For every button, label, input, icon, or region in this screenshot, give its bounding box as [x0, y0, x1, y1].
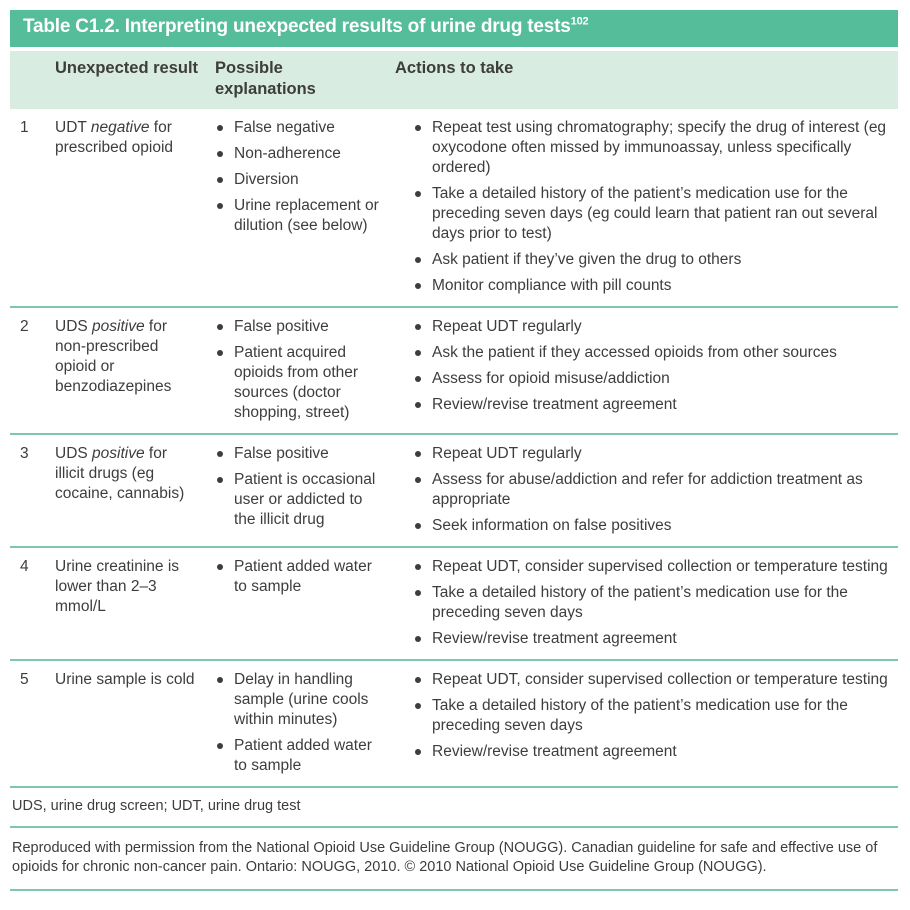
list-item	[415, 118, 888, 178]
cell-actions-to-take	[395, 670, 898, 776]
bullet-icon	[415, 677, 421, 683]
list-item-text: Diversion	[234, 171, 299, 189]
cell-actions-to-take	[395, 444, 898, 536]
bullet-icon	[415, 257, 421, 263]
actions-list	[395, 670, 888, 762]
column-header-possible-explanations: Possible explanations	[215, 58, 316, 98]
list-item-text: Ask the patient if they accessed opioids from other sources	[432, 344, 837, 362]
list-item-text: Patient acquired opioids from other sources (doctor shopping, street)	[234, 344, 359, 422]
table-body	[10, 109, 898, 788]
bullet-icon	[415, 451, 421, 457]
list-item-text: False positive	[234, 318, 329, 336]
bullet-icon	[217, 151, 223, 157]
list-item	[215, 670, 385, 730]
list-item-text: Review/revise treatment agreement	[432, 396, 677, 414]
list-item	[415, 742, 888, 762]
result-text-segment: positive	[92, 318, 145, 336]
result-text-segment: Urine sample is cold	[55, 671, 195, 689]
list-item-text: Seek information on false positives	[432, 517, 672, 535]
bullet-icon	[415, 749, 421, 755]
cell-actions-to-take	[395, 118, 898, 296]
list-item-text: Take a detailed history of the patient’s medication use for the preceding seven days (eg could learn that patient ran out several days prior to test)	[432, 185, 878, 243]
row-number: 1	[20, 119, 29, 137]
result-text-segment: Urine creatinine is lower than 2–3 mmol/L	[55, 558, 180, 616]
cell-possible-explanations	[215, 444, 395, 536]
list-item-text: Repeat UDT regularly	[432, 445, 582, 463]
result-text-segment: for prescribed opioid	[55, 119, 174, 157]
list-item	[415, 184, 888, 244]
list-item	[215, 343, 385, 423]
bullet-icon	[415, 402, 421, 408]
cell-possible-explanations	[215, 557, 395, 649]
list-item-text: False positive	[234, 445, 329, 463]
bullet-icon	[415, 703, 421, 709]
list-item	[215, 557, 385, 597]
list-item	[415, 696, 888, 736]
bullet-icon	[217, 743, 223, 749]
list-item	[415, 670, 888, 690]
list-item	[215, 736, 385, 776]
bullet-icon	[415, 283, 421, 289]
list-item-text: Patient added water to sample	[234, 558, 372, 596]
list-item-text: Patient is occasional user or addicted to the illicit drug	[234, 471, 376, 529]
column-header-unexpected-result: Unexpected result	[55, 58, 199, 77]
list-item	[415, 250, 888, 270]
list-item	[415, 583, 888, 623]
actions-list	[395, 118, 888, 296]
column-header-row	[10, 51, 898, 109]
cell-unexpected-result	[55, 317, 215, 423]
table-title-text: Table C1.2. Interpreting unexpected results of urine drug tests	[23, 16, 571, 37]
explanations-list	[215, 444, 385, 530]
bullet-icon	[217, 125, 223, 131]
row-number: 5	[20, 671, 29, 689]
table-row	[10, 661, 898, 788]
bullet-icon	[415, 564, 421, 570]
table-row	[10, 308, 898, 435]
list-item-text: Assess for opioid misuse/addiction	[432, 370, 670, 388]
result-text-segment: for non-prescribed opioid or benzodiazepines	[55, 318, 172, 396]
list-item	[215, 444, 385, 464]
bullet-icon	[415, 523, 421, 529]
list-item	[415, 317, 888, 337]
list-item	[415, 444, 888, 464]
list-item	[415, 516, 888, 536]
list-item-text: Delay in handling sample (urine cools within minutes)	[234, 671, 369, 729]
actions-list	[395, 444, 888, 536]
bullet-icon	[217, 177, 223, 183]
row-number: 2	[20, 318, 29, 336]
list-item	[215, 470, 385, 530]
result-text-segment: negative	[90, 119, 150, 137]
list-item	[415, 629, 888, 649]
bullet-icon	[415, 350, 421, 356]
table-row	[10, 435, 898, 548]
list-item-text: Repeat UDT, consider supervised collection or temperature testing	[432, 558, 888, 576]
bullet-icon	[217, 677, 223, 683]
list-item-text: Ask patient if they’ve given the drug to others	[432, 251, 742, 269]
row-number: 3	[20, 445, 29, 463]
result-text-segment: UDT	[55, 119, 91, 137]
table-title	[10, 10, 898, 47]
bullet-icon	[217, 203, 223, 209]
bullet-icon	[415, 125, 421, 131]
cell-unexpected-result	[55, 118, 215, 296]
list-item-text: Repeat UDT regularly	[432, 318, 582, 336]
result-text-segment: UDS	[55, 318, 93, 336]
list-item	[215, 170, 385, 190]
cell-possible-explanations	[215, 317, 395, 423]
table-title-reference-superscript: 102	[570, 15, 589, 28]
list-item	[215, 144, 385, 164]
list-item-text: Take a detailed history of the patient’s medication use for the preceding seven days	[432, 697, 848, 735]
list-item	[415, 395, 888, 415]
cell-possible-explanations	[215, 670, 395, 776]
list-item	[215, 317, 385, 337]
list-item-text: Non-adherence	[234, 145, 341, 163]
list-item	[415, 343, 888, 363]
bullet-icon	[415, 324, 421, 330]
list-item	[415, 470, 888, 510]
list-item	[215, 196, 385, 236]
list-item-text: Urine replacement or dilution (see below)	[234, 197, 379, 235]
list-item-text: Repeat UDT, consider supervised collection or temperature testing	[432, 671, 888, 689]
list-item-text: Review/revise treatment agreement	[432, 630, 677, 648]
cell-possible-explanations	[215, 118, 395, 296]
column-header-actions-to-take: Actions to take	[395, 58, 514, 77]
column-header-spacer	[10, 58, 55, 100]
result-text-segment: positive	[92, 445, 145, 463]
cell-unexpected-result	[55, 557, 215, 649]
cell-unexpected-result	[55, 444, 215, 536]
explanations-list	[215, 317, 385, 423]
table-row	[10, 109, 898, 308]
list-item-text: Repeat test using chromatography; specify the drug of interest (eg oxycodone often missed by immunoassay, unless specifically ordered)	[432, 119, 887, 177]
bullet-icon	[217, 451, 223, 457]
list-item	[415, 557, 888, 577]
explanations-list	[215, 118, 385, 236]
cell-actions-to-take	[395, 557, 898, 649]
list-item-text: Patient added water to sample	[234, 737, 372, 775]
actions-list	[395, 317, 888, 415]
bullet-icon	[415, 636, 421, 642]
explanations-list	[215, 670, 385, 776]
explanations-list	[215, 557, 385, 597]
list-item-text: False negative	[234, 119, 335, 137]
row-number: 4	[20, 558, 29, 576]
list-item-text: Take a detailed history of the patient’s medication use for the preceding seven days	[432, 584, 848, 622]
list-item-text: Review/revise treatment agreement	[432, 743, 677, 761]
list-item	[215, 118, 385, 138]
bullet-icon	[415, 376, 421, 382]
bullet-icon	[415, 191, 421, 197]
result-text-segment: for illicit drugs (eg cocaine, cannabis)	[55, 445, 185, 503]
actions-list	[395, 557, 888, 649]
cell-actions-to-take	[395, 317, 898, 423]
bullet-icon	[217, 324, 223, 330]
footnote-source: Reproduced with permission from the National Opioid Use Guideline Group (NOUGG). Canadian guideline for safe and effective use of opioids for chronic non-cancer pain. Ontario: NOUGG, 2010. © 2010 National Opioid Use Guideline Group (NOUGG).	[10, 828, 898, 891]
bullet-icon	[415, 590, 421, 596]
cell-unexpected-result	[55, 670, 215, 776]
result-text-segment: UDS	[55, 445, 93, 463]
table-row	[10, 548, 898, 661]
list-item	[415, 369, 888, 389]
bullet-icon	[217, 477, 223, 483]
bullet-icon	[415, 477, 421, 483]
list-item	[415, 276, 888, 296]
footnote-abbreviations: UDS, urine drug screen; UDT, urine drug test	[10, 788, 898, 828]
bullet-icon	[217, 564, 223, 570]
list-item-text: Monitor compliance with pill counts	[432, 277, 672, 295]
list-item-text: Assess for abuse/addiction and refer for addiction treatment as appropriate	[432, 471, 863, 509]
bullet-icon	[217, 350, 223, 356]
